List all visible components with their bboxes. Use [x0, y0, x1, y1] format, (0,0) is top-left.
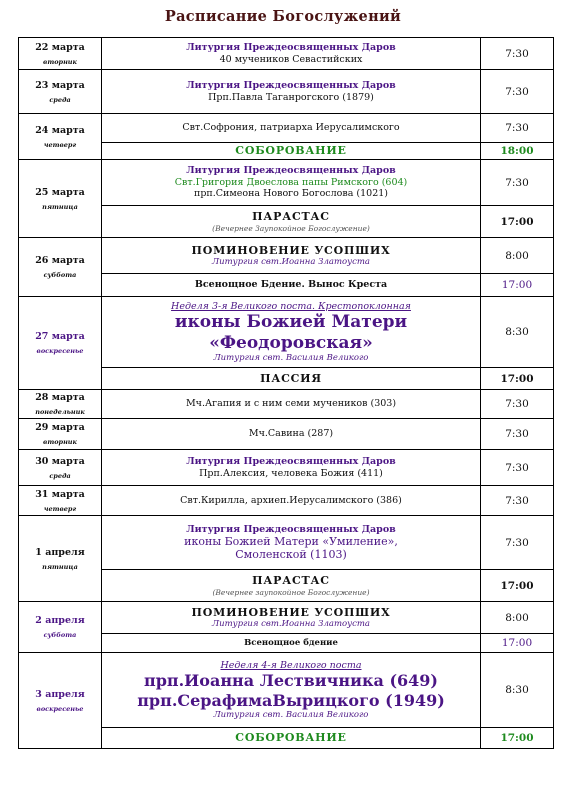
date-cell	[19, 238, 102, 297]
service-line: СОБОРОВАНИЕ	[235, 731, 347, 745]
time-cell: 7:30	[481, 450, 554, 486]
description-cell	[102, 38, 481, 70]
weekday: пятница	[42, 562, 78, 571]
time-cell: 7:30	[481, 390, 554, 419]
date-cell	[19, 516, 102, 602]
date: 31 марта	[35, 488, 85, 500]
table-row	[19, 419, 554, 450]
service-line: Литургия свт. Василия Великого	[213, 352, 369, 363]
date: 25 марта	[35, 186, 85, 198]
table-row	[19, 114, 554, 143]
table-row	[19, 70, 554, 114]
service-line: Прп.Алексия, человека Божия (411)	[199, 467, 383, 479]
time-cell: 17:00	[481, 570, 554, 602]
date: 1 апреля	[35, 546, 85, 558]
date-cell	[19, 602, 102, 653]
date-cell	[19, 390, 102, 419]
description-cell	[102, 728, 481, 749]
time-cell: 7:30	[481, 114, 554, 143]
description-cell	[102, 160, 481, 206]
description-cell	[102, 114, 481, 143]
description-cell	[102, 602, 481, 634]
service-line: Литургия Преждеосвященных Даров	[186, 42, 396, 54]
time-cell: 8:30	[481, 653, 554, 728]
weekday: четверг	[43, 504, 77, 513]
description-cell	[102, 143, 481, 160]
weekday: пятница	[42, 202, 78, 211]
time-cell: 8:30	[481, 297, 554, 368]
service-line: Литургия свт.Иоанна Златоуста	[212, 257, 370, 267]
date-cell	[19, 114, 102, 160]
weekday: среда	[49, 95, 71, 104]
time-cell: 7:30	[481, 70, 554, 114]
service-line: прп.Симеона Нового Богослова (1021)	[194, 188, 388, 200]
service-line: ПАССИЯ	[260, 371, 322, 385]
date-cell	[19, 38, 102, 70]
date: 29 марта	[35, 422, 85, 433]
description-cell	[102, 70, 481, 114]
table-row	[19, 160, 554, 206]
date-cell	[19, 419, 102, 450]
weekday: суббота	[43, 631, 77, 639]
date: 23 марта	[35, 79, 85, 91]
time-cell: 17:00	[481, 368, 554, 390]
service-line: СОБОРОВАНИЕ	[235, 144, 347, 158]
description-cell	[102, 206, 481, 238]
table-row	[19, 486, 554, 516]
weekday: воскресенье	[36, 704, 84, 713]
date: 26 марта	[35, 255, 85, 266]
service-line: Свт.Григория Двоеслова папы Римского (604)	[174, 176, 408, 188]
time-cell: 17:00	[481, 274, 554, 297]
description-cell	[102, 238, 481, 274]
table-row	[19, 516, 554, 570]
time-cell: 17:00	[481, 634, 554, 653]
time-cell: 7:30	[481, 419, 554, 450]
time-cell: 7:30	[481, 516, 554, 570]
description-cell	[102, 297, 481, 368]
page-title: Расписание Богослужений	[164, 8, 402, 25]
service-line: Литургия свт. Василия Великого	[213, 709, 369, 720]
table-row	[19, 602, 554, 634]
time-cell: 17:00	[481, 728, 554, 749]
time-cell: 7:30	[481, 160, 554, 206]
table-row	[19, 390, 554, 419]
weekday: воскресенье	[36, 347, 84, 355]
service-line: Мч.Савина (287)	[248, 428, 334, 440]
time-cell: 17:00	[481, 206, 554, 238]
weekday: вторник	[43, 57, 77, 66]
date: 24 марта	[35, 124, 85, 136]
table-row	[19, 653, 554, 728]
time-cell: 7:30	[481, 38, 554, 70]
date-cell	[19, 450, 102, 486]
service-line: Литургия Преждеосвященных Даров	[186, 80, 396, 92]
weekday: четверг	[43, 140, 77, 149]
table-row	[19, 38, 554, 70]
date-cell	[19, 297, 102, 390]
service-line: Свт.Кирилла, архиеп.Иерусалимского (386)	[180, 494, 402, 506]
weekday: понедельник	[35, 408, 85, 416]
description-cell	[102, 450, 481, 486]
table-row	[19, 238, 554, 274]
service-line: прп.СерафимаВырицкого (1949)	[137, 690, 445, 710]
date: 22 марта	[35, 41, 85, 53]
date-cell	[19, 160, 102, 238]
description-cell	[102, 274, 481, 297]
service-line: ПАРАСТАС	[252, 210, 330, 224]
description-cell	[102, 368, 481, 390]
service-line: Всенощное бдение	[244, 637, 338, 648]
date: 28 марта	[35, 392, 85, 403]
service-line: «Феодоровская»	[209, 332, 373, 353]
service-line: ПОМИНОВЕНИЕ УСОПШИХ	[191, 243, 391, 257]
table-row	[19, 450, 554, 486]
service-line: Свт.Софрония, патриарха Иерусалимского	[182, 122, 400, 134]
service-line: Литургия Преждеосвященных Даров	[186, 165, 396, 177]
service-line: иконы Божией Матери «Умиление»,	[184, 535, 398, 548]
service-line: (Вечернее Заупокойное Богослужение)	[212, 223, 370, 233]
description-cell	[102, 653, 481, 728]
time-cell: 18:00	[481, 143, 554, 160]
date: 3 апреля	[35, 688, 85, 700]
time-cell: 7:30	[481, 486, 554, 516]
service-line: 40 мучеников Севастийских	[219, 53, 363, 65]
service-line: Неделя 4-я Великого поста	[220, 660, 362, 672]
date-cell	[19, 653, 102, 749]
date: 2 апреля	[35, 615, 85, 626]
service-line: Литургия свт.Иоанна Златоуста	[212, 619, 370, 629]
description-cell	[102, 516, 481, 570]
date: 27 марта	[35, 331, 85, 342]
description-cell	[102, 486, 481, 516]
time-cell: 8:00	[481, 238, 554, 274]
weekday: вторник	[43, 438, 77, 446]
service-line: прп.Иоанна Лествичника (649)	[144, 671, 438, 691]
date-cell	[19, 486, 102, 516]
description-cell	[102, 419, 481, 450]
service-line: ПОМИНОВЕНИЕ УСОПШИХ	[191, 605, 391, 619]
date-cell	[19, 70, 102, 114]
description-cell	[102, 634, 481, 653]
service-line: Прп.Павла Таганрогского (1879)	[208, 91, 374, 103]
description-cell	[102, 390, 481, 419]
weekday: суббота	[43, 271, 77, 279]
service-line: Мч.Агапия и с ним семи мучеников (303)	[185, 398, 397, 410]
table-row	[19, 297, 554, 368]
weekday: среда	[49, 471, 71, 480]
service-line: иконы Божией Матери	[174, 312, 408, 333]
date: 30 марта	[35, 455, 85, 467]
service-line: Неделя 3-я Великого поста. Крестопоклонная	[171, 300, 411, 312]
service-line: (Вечернее заупокойное Богослужение)	[212, 587, 370, 597]
service-line: Всенощное Бдение. Вынос Креста	[194, 279, 388, 291]
description-cell	[102, 570, 481, 602]
schedule-table	[18, 37, 554, 749]
service-line: ПАРАСТАС	[252, 574, 330, 588]
service-line: Смоленской (1103)	[235, 548, 347, 562]
service-line: Литургия Преждеосвященных Даров	[186, 456, 396, 468]
service-line: Литургия Преждеосвященных Даров	[186, 523, 396, 535]
time-cell: 8:00	[481, 602, 554, 634]
